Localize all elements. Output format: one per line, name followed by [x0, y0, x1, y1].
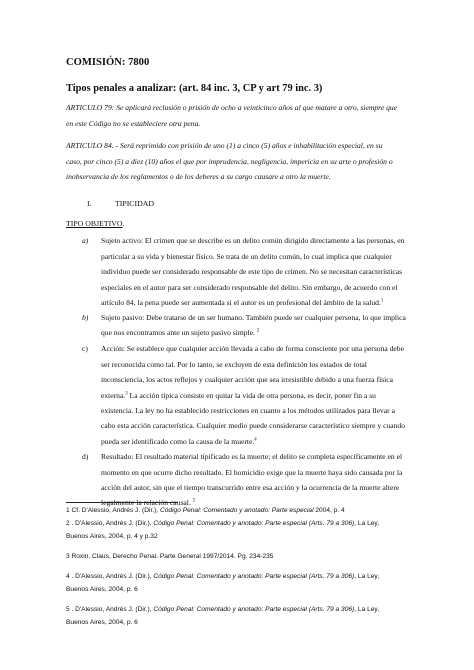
section-subtitle: [66, 219, 124, 228]
footnote-1-title: Código Penal: Comentado y anotado: Parte especial: [159, 507, 314, 514]
footnote-separator: [66, 502, 178, 503]
footnote-2-line-2: Buenos Aires, 2004, p. 4 y p.32: [66, 533, 158, 540]
footnote-ref-1[interactable]: 1: [380, 298, 384, 304]
commission-heading: COMISIÓN: 7800: [66, 57, 150, 68]
item-d-marker: d): [82, 452, 89, 461]
section-title: TIPICIDAD: [115, 199, 154, 208]
item-c-line-3: inconsciencia, los actos reflejos y cualquier acción que sea irresistible debido a una fuerza física: [101, 375, 394, 384]
footnote-5-line-2: Buenos Aires, 2004, p. 6: [66, 619, 138, 626]
footnote-4-line-2: Buenos Aires, 2004, p. 6: [66, 586, 138, 593]
item-c-line-2: ser reconocida como tal. Por lo tanto, se excluyen de esta definición los estados de total: [101, 360, 367, 369]
item-a-line-5: [101, 298, 383, 307]
item-b-line-1: Sujeto pasivo: Debe tratarse de un ser humano. También puede ser cualquier persona, lo que implica: [101, 313, 406, 322]
item-b-line-2: [101, 328, 259, 337]
article-79-line-1: ARTICULO 79: Se aplicará reclusión o prisión de ocho a veinticinco años al que matare a otro, siempre que: [66, 103, 398, 112]
document-title: Tipos penales a analizar: (art. 84 inc. 3, CP y art 79 inc. 3): [66, 83, 323, 94]
article-79-line-2: en este Código no se estableciere otra pena.: [66, 119, 201, 128]
footnote-2-title: Código Penal: Comentado y anotado: Parte especial (Arts. 79 a 306): [153, 520, 355, 527]
footnote-4-pre: 4 . D'Alessio, Andrés J. (Dir.),: [66, 573, 154, 580]
item-d-line-4-text: legalmente la relación causal.: [101, 498, 191, 507]
item-c-line-4: [101, 391, 376, 400]
item-a-line-5-text: artículo 84, la pena puede ser aumentada si el autor es un profesional del ámbito de la salud.: [101, 298, 381, 307]
section-number: I.: [87, 199, 92, 208]
footnote-1-post: 2004, p. 4: [313, 507, 345, 514]
item-c-line-5: existencia. La ley no ha establecido restricciones en cuanto a los métodos utilizados para llevar a: [101, 406, 395, 415]
article-84-line-1: ARTICULO 84. - Será reprimido con prisión de uno (1) a cinco (5) años e inhabilitación especial, en su: [66, 141, 383, 150]
item-a-marker: a): [82, 236, 89, 245]
item-a-line-3: individuo puede ser considerado responsable de este tipo de crimen. No se necesitan características: [101, 267, 403, 276]
item-a-line-4: especiales en el autor para ser considerado responsable del delito. Sin embargo, de acuerdo con el: [101, 283, 398, 292]
item-b-marker: b): [82, 313, 89, 322]
item-d-line-2: momento en que ocurre dicho resultado. El homicidio exige que la muerte haya sido causada por la: [101, 468, 403, 477]
item-c-marker: c): [82, 344, 88, 353]
item-a-line-2: particular a su vida y bienestar físico. Se trata de un delito común, lo cual implica que cualquier: [101, 252, 392, 261]
item-c-line-4-text-b: La acción típica consiste en quitar la vida de otra persona, es decir, poner fin a su: [127, 391, 376, 400]
item-c-line-1: Acción: Se establece que cualquier acción llevada a cabo de forma consciente por una persona debe: [101, 344, 404, 353]
item-c-line-7-text: pueda ser identificado como la causa de la muerte.: [101, 437, 255, 446]
article-84-line-3: inobservancia de los reglamentos o de los deberes a su cargo causare a otro la muerte.: [66, 172, 331, 181]
footnote-ref-4[interactable]: 4: [254, 437, 257, 443]
footnote-2-pre: 2 . D'Alessio, Andrés J. (Dir.),: [66, 520, 154, 527]
item-d-line-3: acción del autor, sin que el tiempo transcurrido entre esa acción y la ocurrencia de la muerte altere: [101, 483, 400, 492]
footnote-4-title: Código Penal: Comentado y anotado: Parte especial (Arts. 79 a 306): [153, 573, 355, 580]
article-84-line-2: caso, por cinco (5) a diez (10) años el que por imprudencia, negligencia, impericia en su arte o profesión o: [66, 157, 393, 166]
subtitle-dot: .: [122, 219, 125, 228]
footnote-4: [66, 573, 379, 580]
item-a-line-1: Sujeto activo: El crimen que se describe es un delito común dirigido directamente a las personas, en: [101, 236, 405, 245]
footnote-5: [66, 606, 379, 613]
footnote-1: [66, 507, 345, 514]
footnote-ref-5[interactable]: 5: [192, 498, 196, 504]
footnote-2: [66, 520, 379, 527]
footnote-1-pre: 1 Cf. D'Alessio, Andrés J. (Dir.),: [66, 507, 160, 514]
footnote-ref-2[interactable]: 2: [256, 328, 260, 334]
item-c-line-7: [101, 437, 257, 446]
item-c-line-4-text-a: externa.: [101, 391, 126, 400]
item-c-line-6: cabo esta acción característica. Cualquier medio puede considerarse característico siempre y cuando: [101, 421, 406, 430]
footnote-5-post: , La Ley,: [354, 606, 380, 613]
item-d-line-1: Resultado: El resultado material tipificado es la muerte; el delito se completa específicamente en el: [101, 452, 403, 461]
footnote-4-post: , La Ley,: [354, 573, 380, 580]
footnote-2-post: , La Ley,: [354, 520, 380, 527]
item-b-line-2-text: que nos encontramos ante un sujeto pasivo simple.: [101, 328, 255, 337]
footnote-5-title: Código Penal: Comentado y anotado: Parte especial (Arts. 79 a 306): [153, 606, 355, 613]
footnote-ref-3[interactable]: 3: [125, 391, 128, 397]
footnote-5-pre: 5 . D'Alessio, Andrés J. (Dir.),: [66, 606, 154, 613]
subtitle-text: TIPO OBJETIVO: [66, 219, 123, 228]
footnote-3: 3 Roxin, Claus, Derecho Penal. Parte General 1997/2014. Pg. 234-235: [66, 553, 274, 560]
